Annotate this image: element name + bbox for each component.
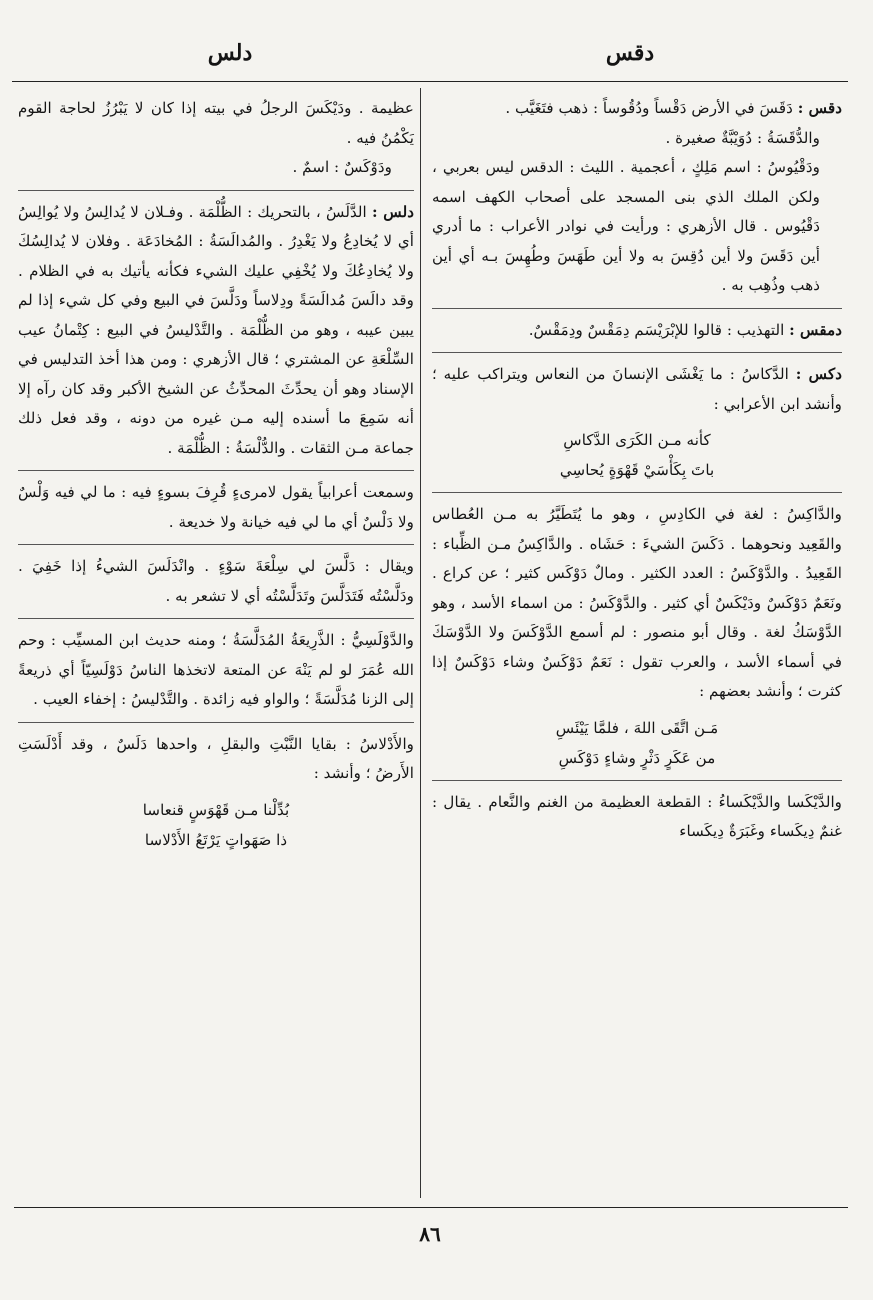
running-head-right: دقس <box>605 40 655 66</box>
entry-paragraph: والدَّاكِسُ : لغة في الكادِسِ ، وهو ما يُتَطَيَّرُ به مـن العُطاس والقَعِيد ونحوهما . دَكَسَ الشيءَ : حَشَاه . والدَّاكِسُ مـن الظِّباء : القَعِيدُ . والدَّوْكَسُ : العدد الكثير . ومالٌ دَوْكَس كثير ؛ عن كراع . ونَعَمٌ دَوْكَسٌ ودَيْكَسٌ أي كثير . والدَّوْكَسُ : من اسماء الأسد ، وهو الدَّوْسَكُ لغة . وقال أبو منصور : لم أسمع الدَّوْكَسَ ولا الدَّوْسَكَ في أسماء الأسد ، والعرب تقول : نَعَمٌ دَوْكَسٌ وشاء دَوْكَسٌ إذا كثرت ؛ وأنشد بعضهم : <box>432 505 842 700</box>
entry-separator <box>432 308 842 309</box>
entry-paragraph: وسمعت أعرابياً يقول لامرىءٍ قُرِفَ بسوءٍ فيه : ما لي فيه وَلْسٌ ولا دَلْسٌ أي ما لي فيه خيانة ولا خديعة . <box>18 483 414 531</box>
entry-separator <box>432 492 842 493</box>
page-number: ٨٦ <box>419 1222 441 1246</box>
right-column <box>432 94 842 847</box>
entry-text: التهذيب : قالوا للإبْرَيْسَم دِمَقْسٌ ودِمَقْسٌ. <box>528 320 785 339</box>
entry-separator <box>18 470 414 471</box>
verse-hemistich: باتَ بِكَأْسَيْ قَهْوَةٍ يُحاسِي <box>559 461 715 479</box>
header-rule <box>12 81 848 82</box>
entry-separator <box>18 618 414 619</box>
entry-paragraph: والدَّيْكَسا والدَّيْكَساءُ : القطعة العظيمة من الغنم والنَّعام . يقال : غنمٌ دِيكَساء وغَبَرَةٌ دِيكَساء <box>432 792 842 840</box>
entry-separator <box>432 780 842 781</box>
entry-paragraph: والدَّوْلَسِيُّ : الذَّرِيعَةُ المُدَلَّسَةُ ؛ ومنه حديث ابن المسيِّب : وحم الله عُمَرَ لو لم يَنْهَ عن المتعة لاتخذها الناسُ دَوْلَسِيّاً أي ذريعةً إلى الزنا مُدَلَّسَةً ؛ والواو فيه زائدة . والتَّدْليسُ : إخفاء العيب . <box>18 631 414 708</box>
verse-hemistich: ذا صَهَواتٍ يَرْتَعُ الأَدْلاسا <box>144 830 288 849</box>
verse-couplet <box>432 425 842 485</box>
footer-rule <box>14 1207 848 1208</box>
entry-text: الدَّلَسُ ، بالتحريك : الظُّلْمَة . وفـلان لا يُدالِسُ ولا يُوالِسُ أي لا يُخادِعُ ولا يَغْدِرُ . والمُدالَسَةُ : المُخادَعَة . وفلان لا يُدالِسُكَ ولا يُخادِعُكَ ولا يُخْفِي عليك الشيء فكأنه يأتيك به في الظلام . وقد دالَسَ مُدالَسَةً ودِلاساً ودَلَّسَ في البيع وفي كل شيء إذا لم يبين عيبه ، وهو من الظُّلْمَة . والتَّدْليسُ في البيع : كِتْمانُ عيب السِّلْعَةِ عن المشتري ؛ قال الأزهري : ومن هذا أخذ التدليس في الإسناد وهو أن يحدِّثَ المحدِّثُ عن الشيخ الأكبر وقد كان رآه إلا أنه سَمِعَ ما أسنده إليه مـن غيره من دونه ، وقد فعل ذلك جماعة مـن الثقات . والدُّلْسَةُ : الظُّلْمَة . <box>18 202 414 457</box>
verse-hemistich: بُدِّلْنا مـن قَهْوَسٍ قنعاسا <box>142 800 290 819</box>
left-column <box>18 94 414 861</box>
verse-hemistich: مَـن اتَّقَى اللهَ ، فلمَّا يَيْئَسِ <box>555 718 719 737</box>
entry-paragraph: ويقال : دَلَّسَ لي سِلْعَةَ سَوْءٍ . وانْدَلَسَ الشيءُ إذا خَفِيَ . ودَلَّسْتُه فَتَدَلَّسَ وتَدَلَّسْتُه أي لا تشعر به . <box>18 557 414 605</box>
headword-dimaqs: دمقس : <box>789 320 842 339</box>
headword-daqs: دقس : <box>797 99 842 117</box>
verse-couplet <box>432 713 842 773</box>
verse-hemistich: كأنه مـن الكَرَى الدَّكاسِ <box>563 431 711 449</box>
entry-paragraph: ودَقْيُوسُ : اسم مَلِكٍ ، أعجمية . الليث : الدقس ليس بعربي ، ولكن الملك الذي بنى المسجد على أصحاب الكهف اسمه دَقْيُوس . قال الأزهري : ورأيت في نوادر الأعراب : ما أدري أين دَقَسَ ولا أين دُقِسَ به ولا أين طَهَسَ وطُهِسَ بـه أي أين ذهب وذُهِب به . <box>432 158 820 294</box>
entry-paragraph: والدُّقَسَةُ : دُوَيْبَّةٌ صغيرة . <box>665 128 820 147</box>
entry-text: دَقَسَ في الأرض دَقْساً ودُقُوساً : ذهب فتَغَيَّب . <box>505 99 793 117</box>
entry-separator <box>432 352 842 353</box>
verse-couplet <box>18 795 414 855</box>
entry-paragraph: والأَدْلاسُ : بقايا النَّبْتِ والبقلِ ، واحدها دَلَسٌ ، وقد أَدْلَسَتِ الأَرضُ ؛ وأنشد : <box>18 734 414 782</box>
running-head-left: دلس <box>207 40 253 66</box>
headword-dalas: دلس : <box>371 202 415 221</box>
entry-text: الدَّكاسُ : ما يَغْشَى الإنسانَ من النعاس ويتراكب عليه ؛ وأنشد ابن الأعرابي : <box>432 365 842 413</box>
entry-daqs <box>432 94 842 124</box>
column-divider <box>420 88 421 1198</box>
entry-dimaqs <box>432 316 842 346</box>
verse-hemistich: من عَكَرٍ دَثْرٍ وشاءٍ دَوْكَسِ <box>558 748 716 767</box>
entry-dalas <box>18 198 414 464</box>
entry-separator <box>18 722 414 723</box>
entry-paragraph: عظيمة . ودَيْكَسَ الرجلُ في بيته إذا كان لا يَبْرُزُ لحاجة القوم يَكْمُنُ فيه . <box>18 99 414 147</box>
entry-separator <box>18 190 414 191</box>
entry-paragraph: ودَوْكَسٌ : اسمٌ . <box>292 158 392 176</box>
entry-separator <box>18 544 414 545</box>
headword-daks: دكس : <box>795 365 843 383</box>
entry-daks <box>432 360 842 419</box>
